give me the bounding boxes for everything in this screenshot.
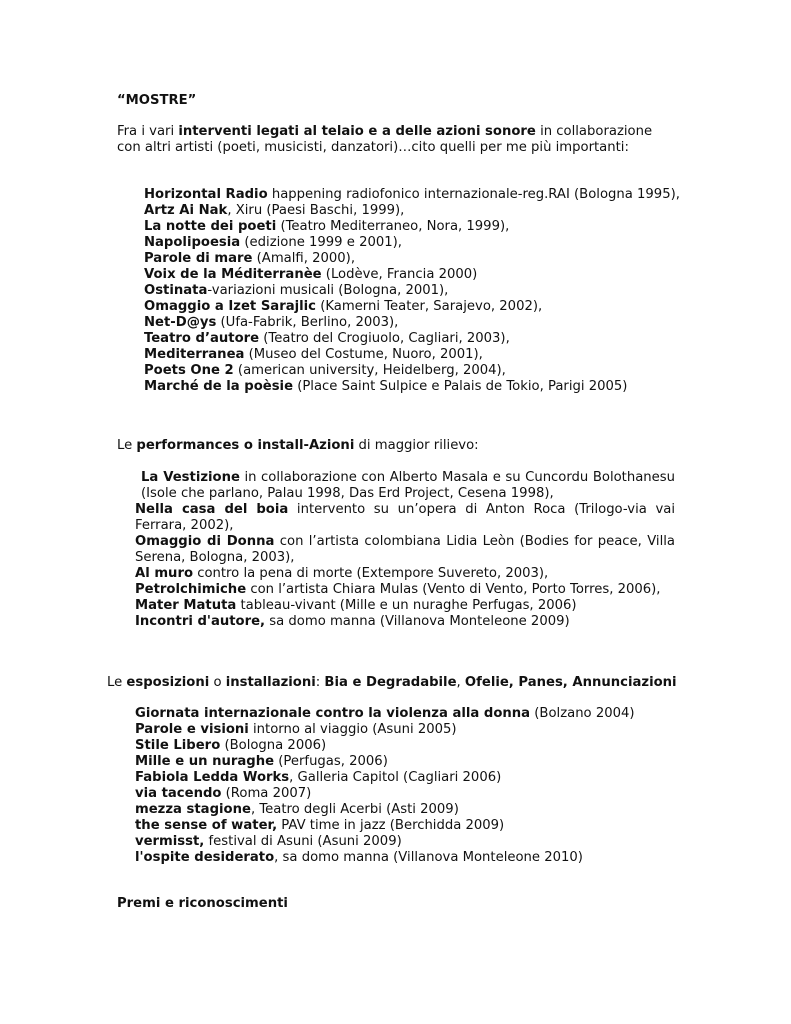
item-desc: , Teatro degli Acerbi (Asti 2009) [250, 802, 459, 817]
item-name: l'ospite desiderato [135, 850, 275, 865]
item-desc: (Bolzano 2004) [530, 706, 635, 721]
item-name: Artz Ai Nak [144, 203, 228, 218]
list-item [135, 850, 635, 866]
item-name: Fabiola Ledda Works [135, 770, 290, 785]
item-desc: con l’artista colombiana Lidia Leòn (Bodies for peace, Villa Serena, Bologna, 2003), [135, 534, 675, 565]
item-name: Horizontal Radio [144, 187, 268, 202]
item-desc: (Place Saint Sulpice e Palais de Tokio, Parigi 2005) [293, 379, 628, 394]
item-name: Nella casa del boia [135, 502, 289, 517]
item-desc: contro la pena di morte (Extempore Suvereto, 2003), [193, 566, 549, 581]
item-name: Mediterranea [144, 347, 245, 362]
premi-heading: Premi e riconoscimenti [117, 896, 288, 911]
item-desc: (Kamerni Teater, Sarajevo, 2002), [316, 299, 543, 314]
heading-bold: Bia e Degradabile [324, 675, 457, 690]
heading-bold: Ofelie, Panes, Annunciazioni [464, 675, 677, 690]
item-desc: tableau-vivant (Mille e un nuraghe Perfugas, 2006) [236, 598, 577, 613]
item-name: Mater Matuta [135, 598, 237, 613]
list-item [135, 834, 635, 850]
intro-text-2: in collaborazione con altri artisti (poeti, musicisti, danzatori)…cito quelli per me più importanti: [117, 124, 653, 155]
item-desc: (Perfugas, 2006) [274, 754, 388, 769]
list-item [144, 235, 680, 251]
heading-text: o [209, 675, 226, 690]
item-name: Petrolchimiche [135, 582, 247, 597]
item-name: Teatro d’autore [144, 331, 260, 346]
item-name: via tacendo [135, 786, 222, 801]
item-desc: (Ufa-Fabrik, Berlino, 2003), [216, 315, 399, 330]
item-name: Ostinata [144, 283, 208, 298]
item-name: the sense of water, [135, 818, 278, 833]
item-name: Voix de la Méditerranèe [144, 267, 322, 282]
esposizioni-heading [107, 675, 677, 691]
mostre-list [144, 187, 680, 395]
list-item [135, 614, 675, 630]
intro-text-1: Fra i vari [117, 124, 179, 139]
heading-text: Le [117, 438, 137, 453]
list-item [144, 219, 680, 235]
intro-paragraph [117, 124, 677, 156]
item-desc: , Galleria Capitol (Cagliari 2006) [289, 770, 502, 785]
item-desc: (american university, Heidelberg, 2004), [233, 363, 506, 378]
item-name: vermisst, [135, 834, 205, 849]
item-name: Al muro [135, 566, 194, 581]
item-desc: festival di Asuni (Asuni 2009) [204, 834, 402, 849]
item-name: La notte dei poeti [144, 219, 277, 234]
item-name: Incontri d'autore, [135, 614, 266, 629]
list-item [135, 502, 675, 534]
list-item [135, 470, 675, 502]
item-name: Napolipoesia [144, 235, 241, 250]
item-name: Stile Libero [135, 738, 221, 753]
item-desc: intorno al viaggio (Asuni 2005) [248, 722, 457, 737]
item-name: Poets One 2 [144, 363, 234, 378]
performances-heading [117, 438, 479, 454]
item-name: mezza stagione [135, 802, 251, 817]
item-name: Marché de la poèsie [144, 379, 294, 394]
item-desc: happening radiofonico internazionale-reg.RAI (Bologna 1995), [267, 187, 680, 202]
list-item [135, 738, 635, 754]
performances-list [135, 470, 675, 630]
list-item [144, 379, 680, 395]
list-item [135, 818, 635, 834]
item-desc: (Bologna 2006) [220, 738, 327, 753]
item-name: Parole e visioni [135, 722, 249, 737]
list-item [144, 283, 680, 299]
item-name: Net-D@ys [144, 315, 217, 330]
list-item [135, 754, 635, 770]
item-desc: in collaborazione con Alberto Masala e su Cuncordu Bolothanesu (Isole che parlano, Palau 1998, Das Erd Project, Cesena 1998), [141, 470, 675, 501]
item-desc: PAV time in jazz (Berchidda 2009) [277, 818, 505, 833]
intro-bold: interventi legati al telaio e a delle azioni sonore [178, 124, 536, 139]
item-name: Giornata internazionale contro la violenza alla donna [135, 706, 531, 721]
list-item [144, 315, 680, 331]
item-desc: , sa domo manna (Villanova Monteleone 2010) [274, 850, 583, 865]
item-desc: , Xiru (Paesi Baschi, 1999), [227, 203, 405, 218]
heading-bold: esposizioni [126, 675, 210, 690]
item-name: La Vestizione [141, 470, 240, 485]
item-desc: (Museo del Costume, Nuoro, 2001), [244, 347, 483, 362]
list-item [135, 598, 675, 614]
item-desc: (Roma 2007) [221, 786, 312, 801]
item-desc: (Lodève, Francia 2000) [321, 267, 478, 282]
item-desc: sa domo manna (Villanova Monteleone 2009) [265, 614, 570, 629]
list-item [144, 267, 680, 283]
item-desc: (Amalfi, 2000), [252, 251, 356, 266]
item-desc: (Teatro Mediterraneo, Nora, 1999), [276, 219, 510, 234]
list-item [144, 251, 680, 267]
heading-text: , [456, 675, 465, 690]
list-item [135, 722, 635, 738]
list-item [135, 770, 635, 786]
heading-bold: performances o install-Azioni [136, 438, 355, 453]
heading-bold: installazioni [225, 675, 316, 690]
heading-text: di maggior rilievo: [354, 438, 479, 453]
item-name: Parole di mare [144, 251, 253, 266]
list-item [135, 566, 675, 582]
item-name: Omaggio di Donna [135, 534, 275, 549]
item-name: Omaggio a Izet Sarajlic [144, 299, 316, 314]
list-item [144, 203, 680, 219]
list-item [144, 187, 680, 203]
item-desc: intervento su un’opera di Anton Roca (Trilogo-via vai Ferrara, 2002), [135, 502, 676, 533]
list-item [135, 706, 635, 722]
item-desc: (Teatro del Crogiuolo, Cagliari, 2003), [259, 331, 510, 346]
item-desc: con l’artista Chiara Mulas (Vento di Vento, Porto Torres, 2006), [246, 582, 661, 597]
esposizioni-list [135, 706, 635, 866]
item-desc: -variazioni musicali (Bologna, 2001), [207, 283, 449, 298]
list-item [135, 786, 635, 802]
item-name: Mille e un nuraghe [135, 754, 275, 769]
list-item [135, 534, 675, 566]
list-item [144, 331, 680, 347]
heading-text: Le [107, 675, 127, 690]
list-item [135, 582, 675, 598]
heading-text: : [315, 675, 325, 690]
page-title: “MOSTRE” [117, 93, 197, 108]
list-item [144, 363, 680, 379]
list-item [135, 802, 635, 818]
item-desc: (edizione 1999 e 2001), [240, 235, 402, 250]
list-item [144, 299, 680, 315]
list-item [144, 347, 680, 363]
